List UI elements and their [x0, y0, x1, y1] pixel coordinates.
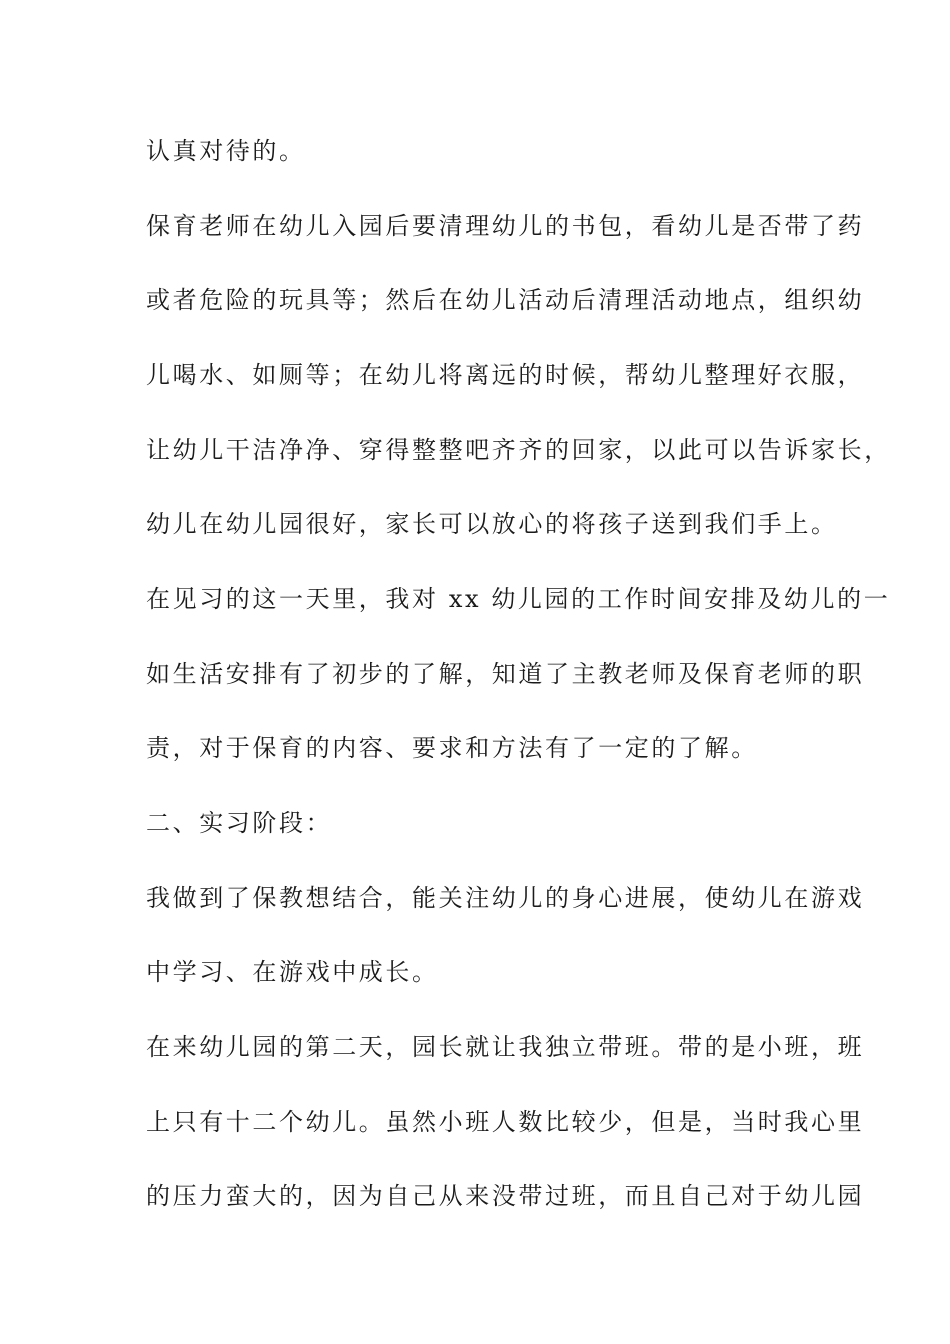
text-line: 我做到了保教想结合，能关注幼儿的身心进展，使幼儿在游戏 — [146, 884, 865, 912]
text-line: 在见习的这一天里，我对 xx 幼儿园的工作时间安排及幼儿的一 — [146, 585, 891, 613]
text-line: 认真对待的。 — [146, 137, 306, 165]
text-line: 在来幼儿园的第二天，园长就让我独立带班。带的是小班，班 — [146, 1033, 865, 1061]
text-line: 中学习、在游戏中成长。 — [146, 958, 439, 986]
text-line: 让幼儿干洁净净、穿得整整吧齐齐的回家，以此可以告诉家长， — [146, 436, 891, 464]
text-line: 或者危险的玩具等；然后在幼儿活动后清理活动地点，组织幼 — [146, 286, 865, 314]
text-line: 责，对于保育的内容、要求和方法有了一定的了解。 — [146, 734, 758, 762]
text-line: 保育老师在幼儿入园后要清理幼儿的书包，看幼儿是否带了药 — [146, 212, 865, 240]
text-line: 上只有十二个幼儿。虽然小班人数比较少，但是，当时我心里 — [146, 1108, 865, 1136]
section-heading: 二、实习阶段： — [146, 809, 333, 837]
text-line: 幼儿在幼儿园很好，家长可以放心的将孩子送到我们手上。 — [146, 510, 838, 538]
text-line: 儿喝水、如厕等；在幼儿将离远的时候，帮幼儿整理好衣服， — [146, 361, 865, 389]
text-line: 的压力蛮大的，因为自己从来没带过班，而且自己对于幼儿园 — [146, 1182, 865, 1210]
text-line: 如生活安排有了初步的了解，知道了主教老师及保育老师的职 — [146, 660, 865, 688]
